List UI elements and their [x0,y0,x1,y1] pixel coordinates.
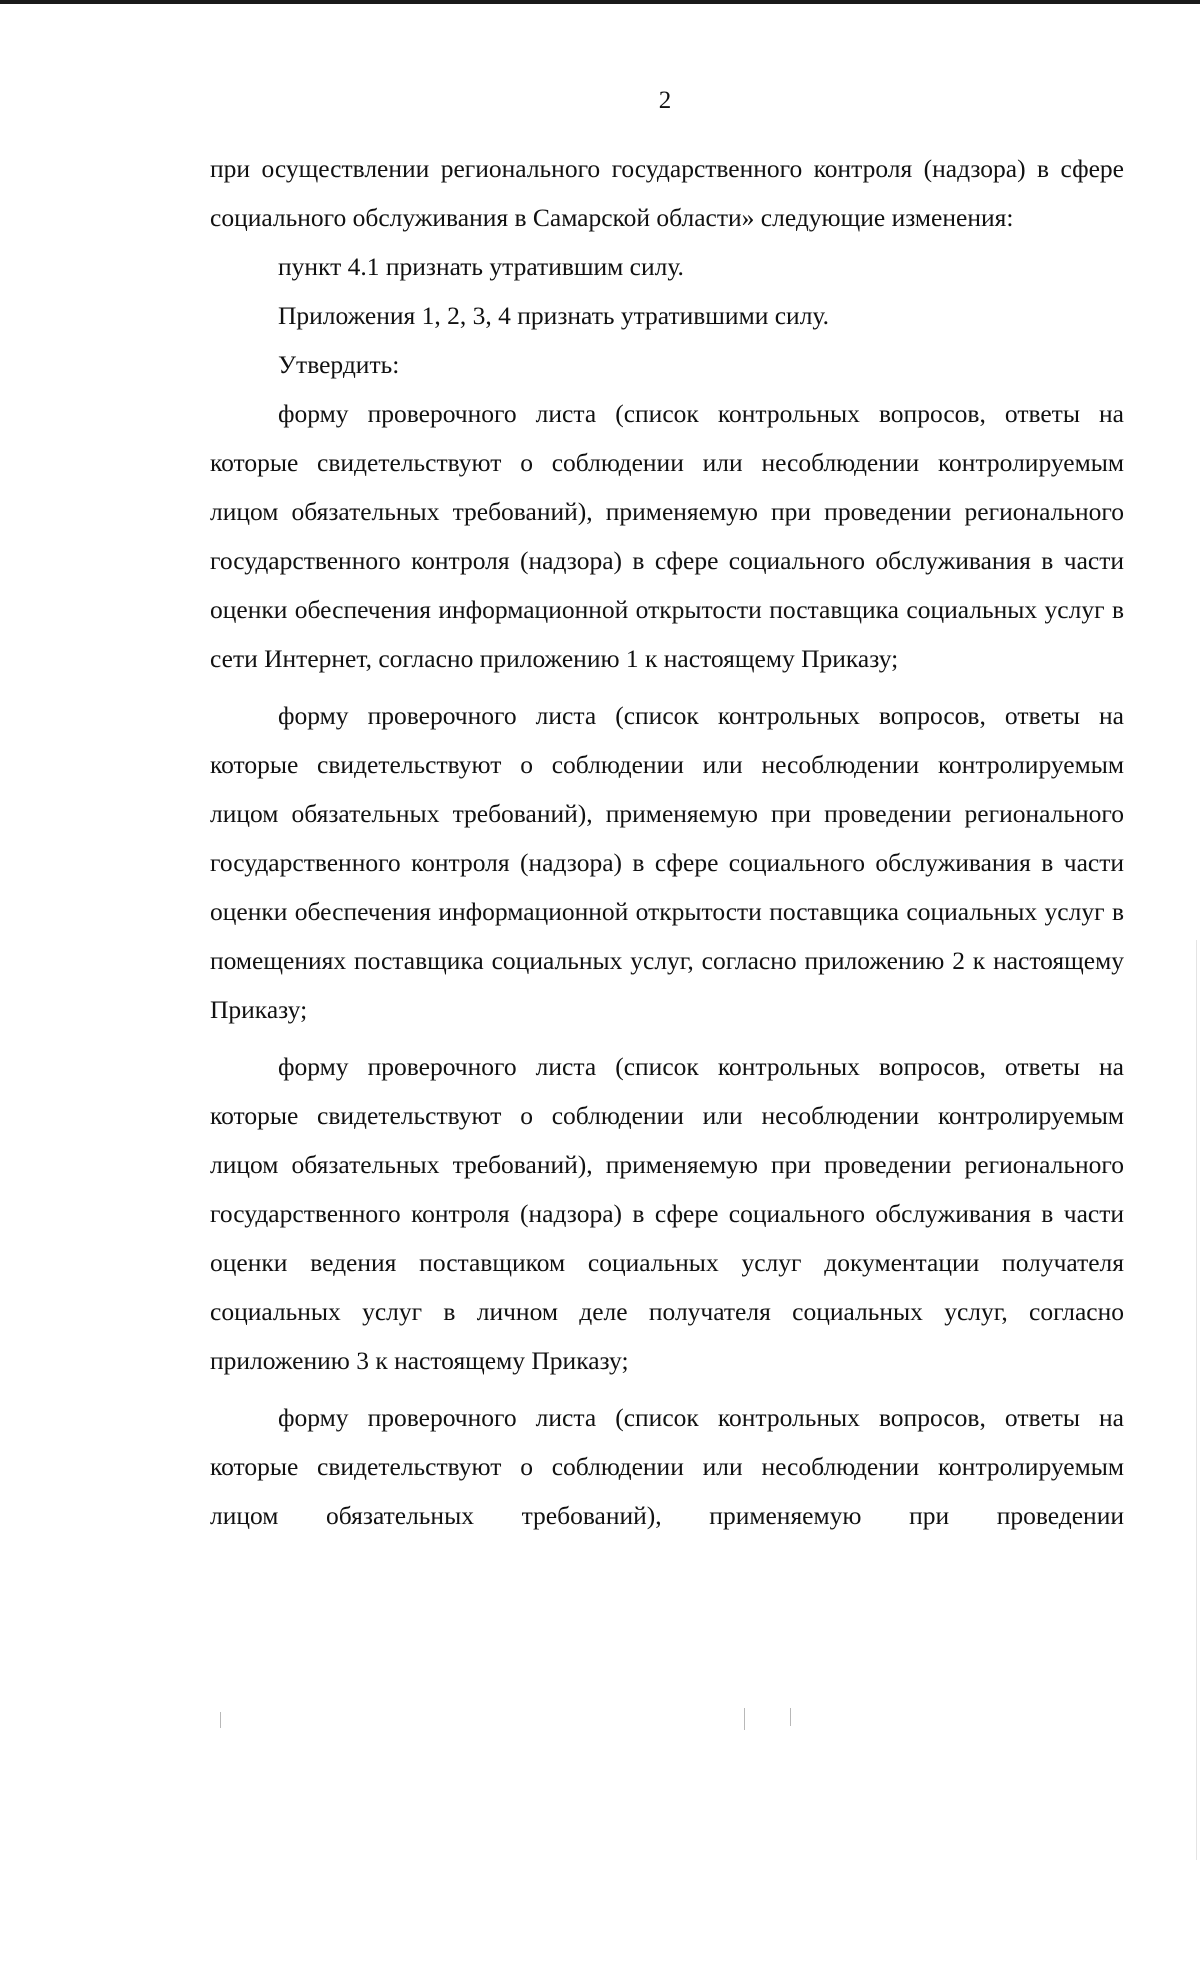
top-border-line [0,0,1200,4]
paragraph-form-4: форму проверочного листа (список контрольных вопросов, ответы на которые свидетельствуют о соблюдении или несоблюдении контролируемым лицом обязательных требований), применяемую при проведении [210,1403,1124,1530]
scan-artifact-mark [790,1708,791,1726]
scan-artifact-mark [744,1708,745,1730]
paragraph-continuation: при осуществлении регионального государственного контроля (надзора) в сфере социального обслуживания в Самарской области» следующие изменения: [210,154,1124,232]
paragraph-appendices: Приложения 1, 2, 3, 4 признать утратившими силу. [278,301,829,330]
scan-edge-shadow [1196,940,1197,1860]
paragraph-item-4-1: пункт 4.1 признать утратившим силу. [278,252,684,281]
paragraph-form-3: форму проверочного листа (список контрольных вопросов, ответы на которые свидетельствуют о соблюдении или несоблюдении контролируемым лицом обязательных требований), применяемую при проведении регионального государственного контроля (надзора) в сфере социального обслуживания в части оценки ведения поставщиком социальных услуг документации получателя социальных услуг в личном деле получателя социальных услуг, согласно приложению 3 к настоящему Приказу; [210,1052,1124,1375]
paragraph-approve: Утвердить: [278,350,400,379]
paragraph-form-1: форму проверочного листа (список контрольных вопросов, ответы на которые свидетельствуют о соблюдении или несоблюдении контролируемым лицом обязательных требований), применяемую при проведении регионального государственного контроля (надзора) в сфере социального обслуживания в части оценки обеспечения информационной открытости поставщика социальных услуг в сети Интернет, согласно приложению 1 к настоящему Приказу; [210,399,1124,673]
document-body [210,144,1124,1540]
scan-artifact-mark [220,1712,221,1728]
page-number: 2 [658,87,672,114]
paragraph-form-2: форму проверочного листа (список контрольных вопросов, ответы на которые свидетельствуют о соблюдении или несоблюдении контролируемым лицом обязательных требований), применяемую при проведении регионального государственного контроля (надзора) в сфере социального обслуживания в части оценки обеспечения информационной открытости поставщика социальных услуг в помещениях поставщика социальных услуг, согласно приложению 2 к настоящему Приказу; [210,701,1124,1024]
